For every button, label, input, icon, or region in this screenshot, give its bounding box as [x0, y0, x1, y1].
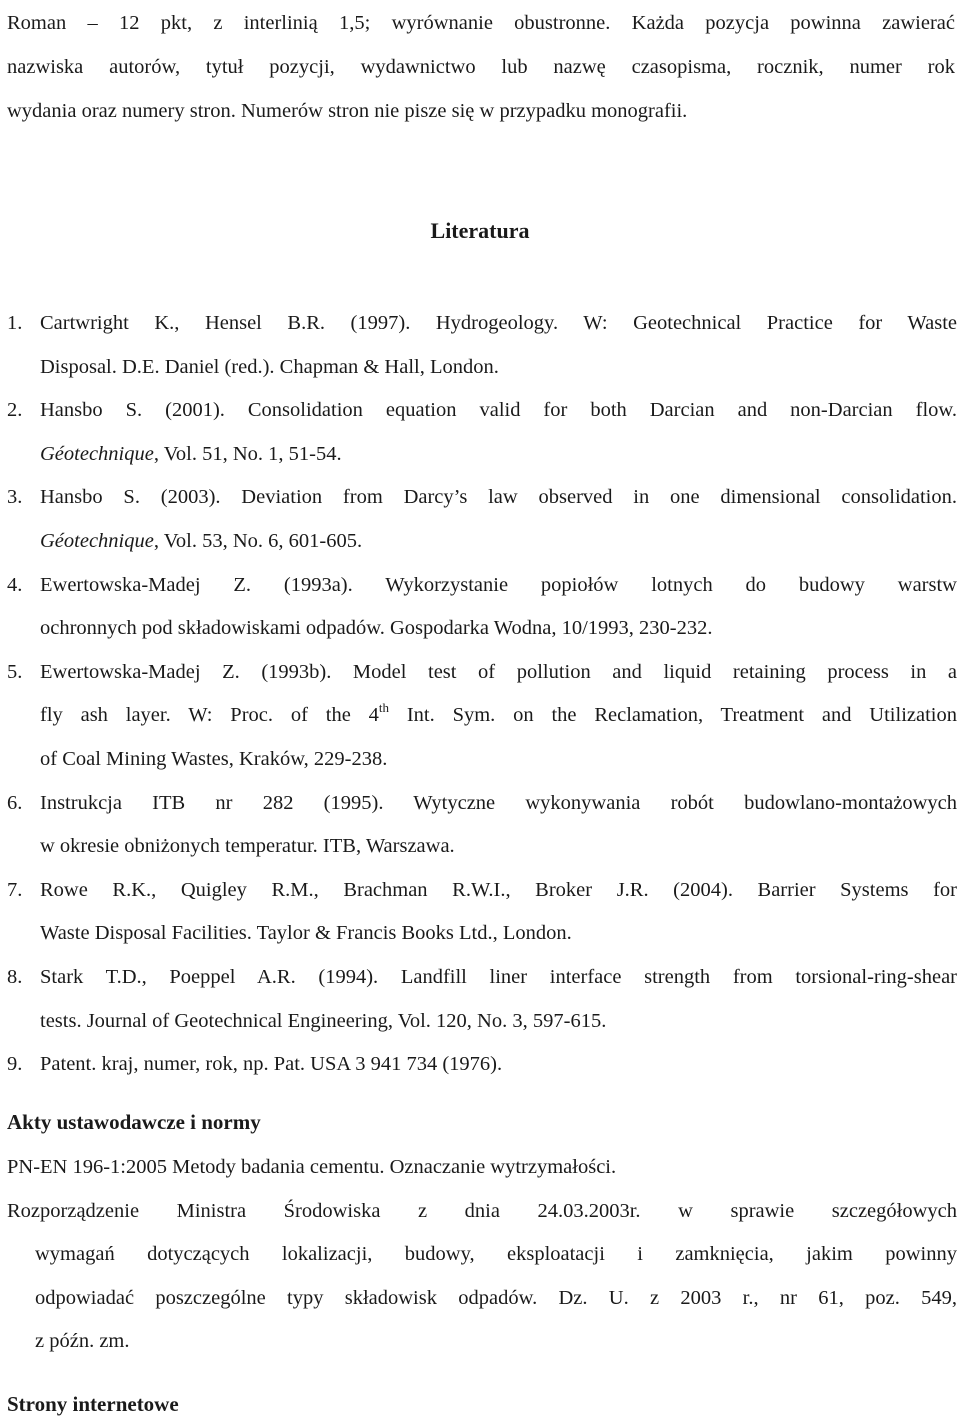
- journal-name: Géotechnique: [40, 529, 154, 552]
- reference-line: w okresie obniżonych temperatur. ITB, Warszawa.: [40, 835, 455, 858]
- literatura-heading: Literatura: [430, 218, 530, 243]
- reference-line: Ewertowska-Madej Z. (1993b). Model test of pollution and liquid retaining process in a: [40, 660, 957, 683]
- akty-item-line: odpowiadać poszczególne typy składowisk odpadów. Dz. U. z 2003 r., nr 61, poz. 549,: [35, 1286, 957, 1309]
- reference-number: 1.: [7, 312, 23, 334]
- reference-number: 4.: [7, 573, 23, 596]
- strony-heading: Strony internetowe: [7, 1392, 179, 1416]
- reference-line: Hansbo S. (2003). Deviation from Darcy’s law observed in one dimensional consolidation.: [40, 486, 957, 509]
- reference-line: Waste Disposal Facilities. Taylor & Francis Books Ltd., London.: [40, 922, 572, 945]
- reference-item: [7, 869, 957, 956]
- akty-item-line: z późn. zm.: [35, 1330, 130, 1353]
- reference-item: [7, 651, 957, 782]
- reference-item: [7, 389, 957, 476]
- reference-line: Rowe R.K., Quigley R.M., Brachman R.W.I., Broker J.R. (2004). Barrier Systems for: [40, 878, 957, 901]
- reference-item: [7, 476, 957, 563]
- reference-line: Ewertowska-Madej Z. (1993a). Wykorzystanie popiołów lotnych do budowy warstw: [40, 573, 957, 596]
- reference-line: Disposal. D.E. Daniel (red.). Chapman & Hall, London.: [40, 355, 499, 378]
- reference-item: [7, 564, 957, 651]
- reference-item: [7, 782, 957, 869]
- intro-line: Roman – 12 pkt, z interlinią 1,5; wyrównanie obustronne. Każda pozycja powinna zawierać: [7, 12, 955, 34]
- reference-item: [7, 302, 957, 389]
- reference-number: 7.: [7, 878, 23, 901]
- reference-line: [40, 694, 957, 738]
- reference-line: Instrukcja ITB nr 282 (1995). Wytyczne wykonywania robót budowlano-montażowych: [40, 791, 957, 814]
- reference-line: Patent. kraj, numer, rok, np. Pat. USA 3 941 734 (1976).: [40, 1053, 503, 1076]
- reference-line: tests. Journal of Geotechnical Engineering, Vol. 120, No. 3, 597-615.: [40, 1009, 607, 1032]
- reference-details: , Vol. 53, No. 6, 601-605.: [153, 529, 363, 552]
- reference-list: [7, 302, 957, 1087]
- journal-name: Géotechnique: [40, 442, 154, 465]
- reference-number: 2.: [7, 399, 23, 422]
- akty-heading: Akty ustawodawcze i normy: [7, 1110, 261, 1134]
- reference-line: Hansbo S. (2001). Consolidation equation valid for both Darcian and non-Darcian flow.: [40, 399, 957, 422]
- intro-paragraph: [7, 1, 955, 133]
- akty-item-line: wymagań dotyczących lokalizacji, budowy, eksploatacji i zamknięcia, jakim powinny: [35, 1243, 957, 1266]
- reference-number: 5.: [7, 660, 23, 683]
- reference-line: Stark T.D., Poeppel A.R. (1994). Landfill liner interface strength from torsional-ring-shear: [40, 965, 957, 988]
- intro-line: nazwiska autorów, tytuł pozycji, wydawnictwo lub nazwę czasopisma, rocznik, numer rok: [7, 56, 955, 78]
- akty-list: [7, 1146, 957, 1364]
- reference-line: [40, 433, 957, 477]
- reference-text: Int. Sym. on the Reclamation, Treatment and Utilization: [389, 704, 957, 727]
- reference-number: 6.: [7, 791, 23, 814]
- reference-number: 8.: [7, 965, 23, 988]
- akty-item: PN-EN 196-1:2005 Metody badania cementu. Oznaczanie wytrzymałości.: [7, 1156, 617, 1178]
- reference-item: [7, 956, 957, 1043]
- akty-item-line: Rozporządzenie Ministra Środowiska z dnia 24.03.2003r. w sprawie szczegółowych: [7, 1199, 957, 1222]
- reference-text: fly ash layer. W: Proc. of the 4: [40, 704, 379, 727]
- reference-line: of Coal Mining Wastes, Kraków, 229-238.: [40, 747, 388, 770]
- superscript: th: [378, 699, 390, 715]
- reference-details: , Vol. 51, No. 1, 51-54.: [153, 442, 342, 465]
- reference-line: [40, 520, 957, 564]
- reference-number: 9.: [7, 1053, 23, 1076]
- reference-number: 3.: [7, 486, 23, 509]
- reference-item: [7, 1043, 957, 1087]
- intro-line: wydania oraz numery stron. Numerów stron nie pisze się w przypadku monografii.: [7, 100, 688, 122]
- reference-line: Cartwright K., Hensel B.R. (1997). Hydrogeology. W: Geotechnical Practice for Waste: [40, 312, 957, 334]
- reference-line: ochronnych pod składowiskami odpadów. Gospodarka Wodna, 10/1993, 230-232.: [40, 617, 713, 640]
